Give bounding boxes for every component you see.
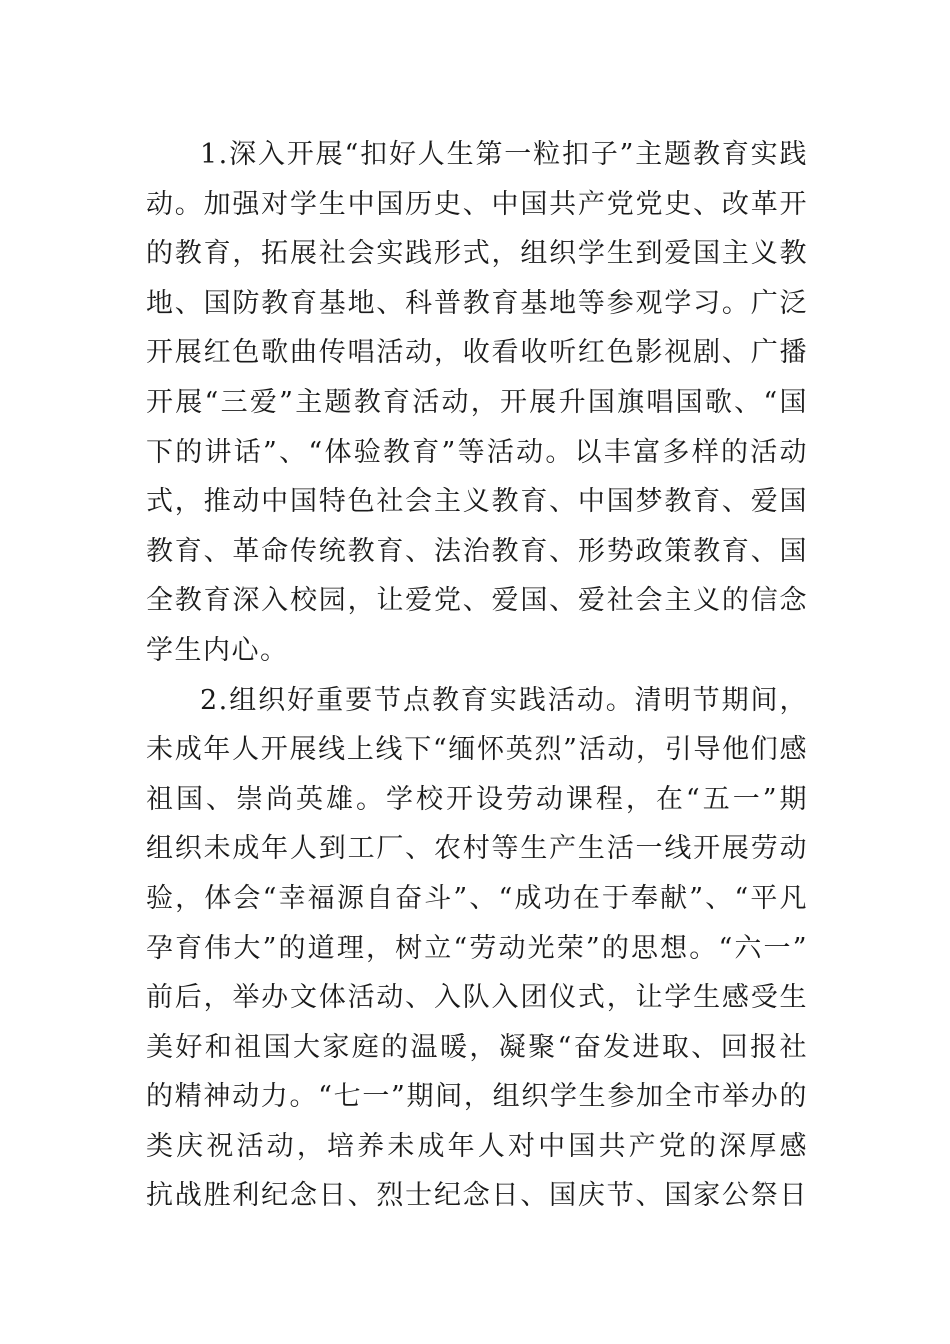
text-line: 全教育深入校园，让爱党、爱国、爱社会主义的信念	[146, 585, 808, 617]
text-line: 学生内心。	[146, 634, 289, 666]
text-line: 类庆祝活动，培养未成年人对中国共产党的深厚感	[146, 1130, 808, 1162]
text-line: 孕育伟大”的道理，树立“劳动光荣”的思想。“六一”	[146, 932, 808, 964]
text-line: 前后，举办文体活动、入队入团仪式，让学生感受生	[146, 982, 808, 1014]
text-line: 抗战胜利纪念日、烈士纪念日、国庆节、国家公祭日	[146, 1180, 808, 1212]
text-line: 未成年人开展线上线下“缅怀英烈”活动，引导他们感	[146, 734, 808, 766]
text-line: 动。加强对学生中国历史、中国共产党党史、改革开	[146, 188, 808, 220]
text-line: 2.组织好重要节点教育实践活动。清明节期间，	[200, 684, 808, 716]
text-line: 开展“三爱”主题教育活动，开展升国旗唱国歌、“国	[146, 386, 808, 418]
text-line: 的教育，拓展社会实践形式，组织学生到爱国主义教	[146, 238, 808, 270]
text-line: 组织未成年人到工厂、农村等生产生活一线开展劳动	[146, 833, 808, 865]
text-line: 美好和祖国大家庭的温暖，凝聚“奋发进取、回报社	[146, 1031, 808, 1063]
text-line: 下的讲话”、“体验教育”等活动。以丰富多样的活动	[146, 436, 808, 468]
body-text	[146, 130, 808, 1221]
text-line: 验，体会“幸福源自奋斗”、“成功在于奉献”、“平凡	[146, 882, 808, 914]
text-line: 地、国防教育基地、科普教育基地等参观学习。广泛	[146, 287, 808, 319]
text-line: 祖国、崇尚英雄。学校开设劳动课程，在“五一”期	[146, 783, 808, 815]
text-line: 教育、革命传统教育、法治教育、形势政策教育、国	[146, 535, 808, 567]
text-line: 开展红色歌曲传唱活动，收看收听红色影视剧、广播	[146, 337, 808, 369]
text-line: 的精神动力。“七一”期间，组织学生参加全市举办的	[146, 1081, 808, 1113]
text-line: 式，推动中国特色社会主义教育、中国梦教育、爱国	[146, 486, 808, 518]
text-line: 1.深入开展“扣好人生第一粒扣子”主题教育实践	[200, 139, 808, 170]
